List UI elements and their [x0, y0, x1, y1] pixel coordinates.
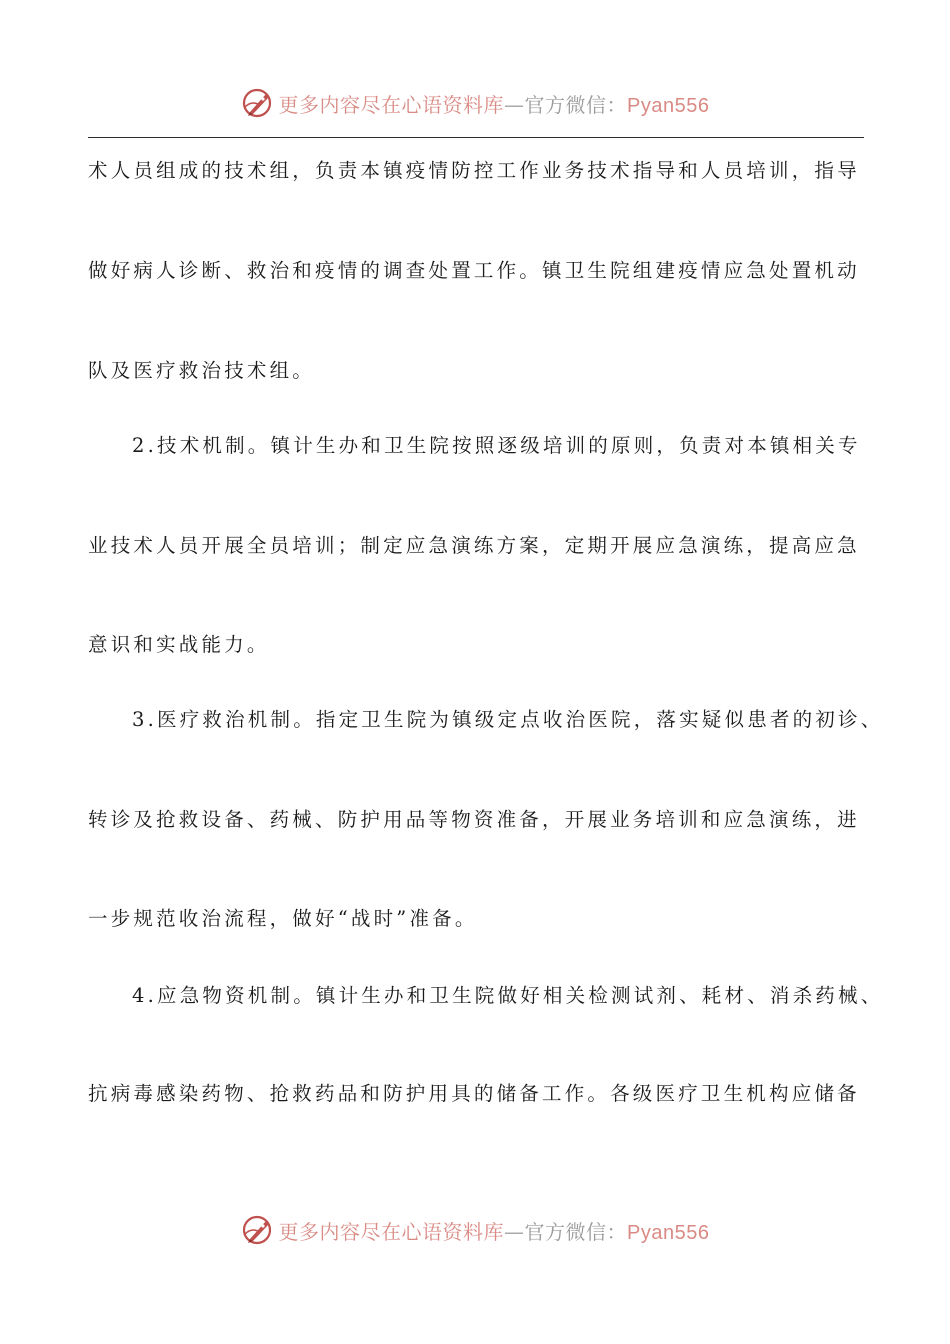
footer-banner-dash: —: [504, 1219, 525, 1244]
body-line: 做好病人诊断、救治和疫情的调查处置工作。镇卫生院组建疫情应急处置机动: [88, 259, 860, 282]
footer-banner-id: Pyan556: [627, 1221, 710, 1244]
body-line: 队及医疗救治技术组。: [88, 359, 316, 382]
body-line: 意识和实战能力。: [88, 633, 270, 656]
body-line: 术人员组成的技术组，负责本镇疫情防控工作业务技术指导和人员培训，指导: [88, 159, 860, 182]
body-line: 抗病毒感染药物、抢救药品和防护用具的储备工作。各级医疗卫生机构应储备: [88, 1082, 860, 1105]
header-divider: [88, 137, 864, 138]
header-banner-id: Pyan556: [627, 94, 710, 117]
body-line: 一步规范收治流程，做好“战时”准备。: [88, 907, 478, 930]
footer-banner-label: 官方微信：: [524, 1219, 628, 1244]
footer-banner: [0, 1210, 950, 1250]
header-banner-label: 官方微信：: [524, 92, 628, 117]
header-banner-title: 更多内容尽在心语资料库: [278, 92, 505, 117]
header-banner-dash: —: [504, 92, 525, 117]
paragraph-start-line: 2.技术机制。镇计生办和卫生院按照逐级培训的原则，负责对本镇相关专: [132, 434, 861, 457]
footer-banner-text: [279, 1216, 710, 1245]
body-line: 业技术人员开展全员培训；制定应急演练方案，定期开展应急演练，提高应急: [88, 534, 860, 557]
header-banner-text: [279, 89, 710, 118]
body-line: 转诊及抢救设备、药械、防护用品等物资准备，开展业务培训和应急演练，进: [88, 808, 860, 831]
header-banner: [0, 83, 950, 123]
footer-banner-title: 更多内容尽在心语资料库: [278, 1219, 505, 1244]
pen-nib-logo-icon: [241, 86, 275, 120]
paragraph-start-line: 3.医疗救治机制。指定卫生院为镇级定点收治医院，落实疑似患者的初诊、: [132, 708, 884, 731]
pen-nib-logo-icon: [241, 1213, 275, 1247]
paragraph-start-line: 4.应急物资机制。镇计生办和卫生院做好相关检测试剂、耗材、消杀药械、: [132, 984, 884, 1007]
